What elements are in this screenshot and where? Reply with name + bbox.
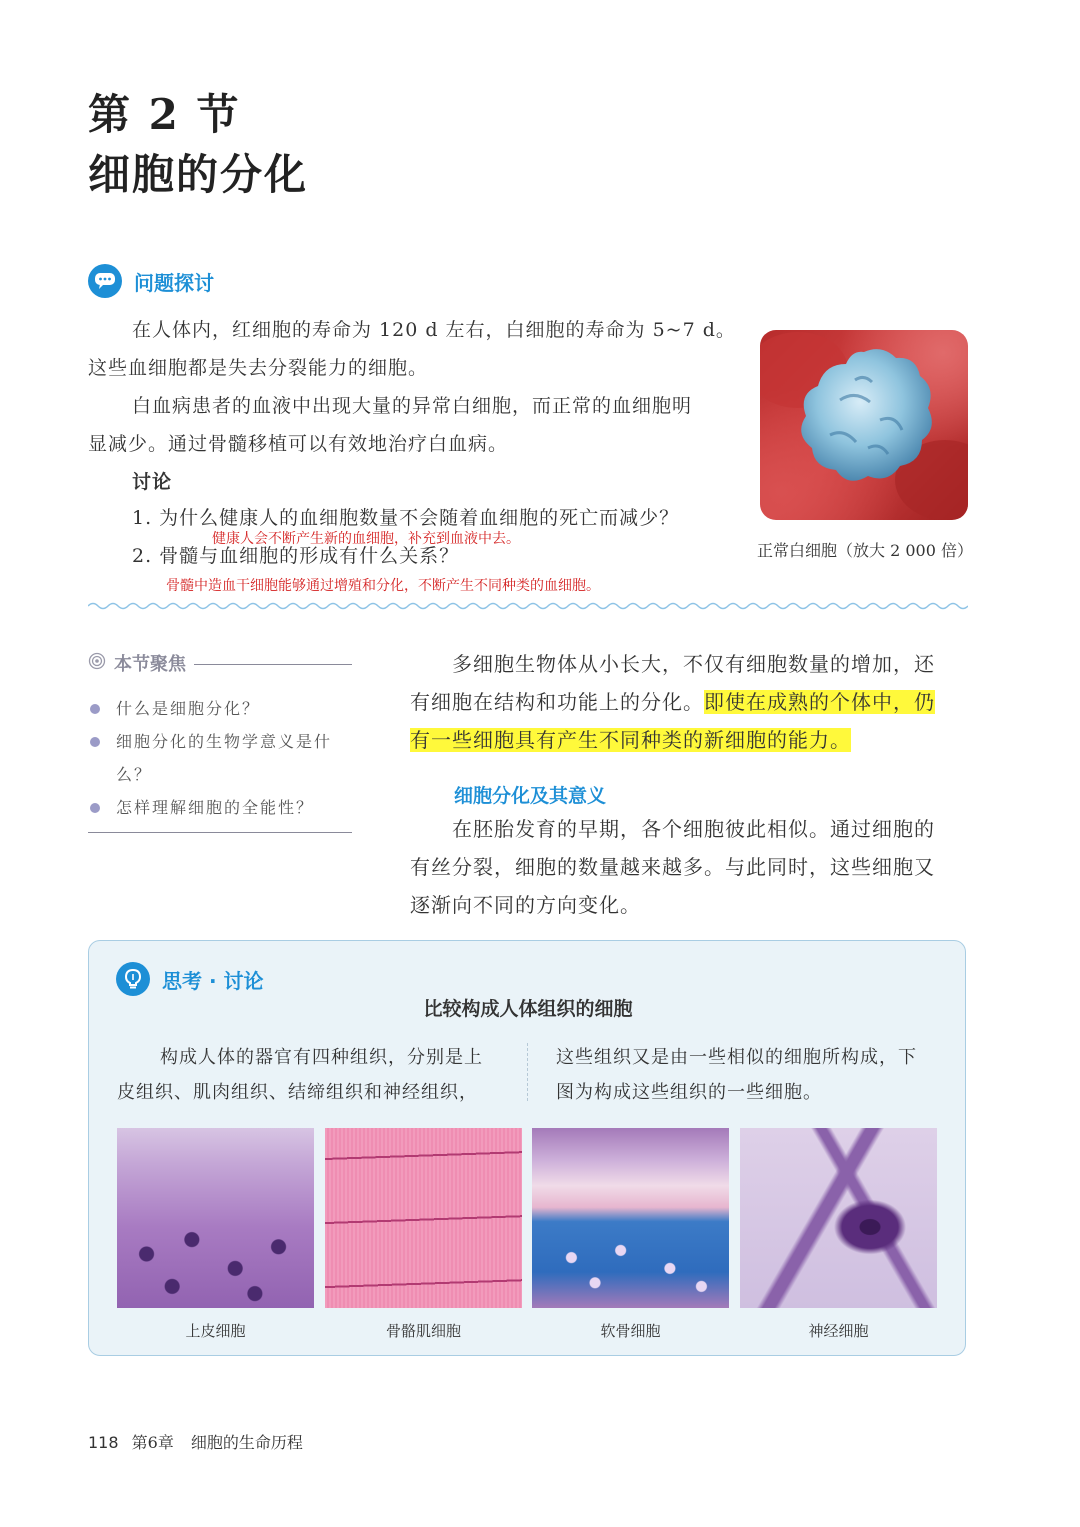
bullet-icon: [90, 704, 100, 714]
highlighted-text: 有一些细胞具有产生不同种类的新细胞的能力。: [410, 728, 851, 752]
question-1: 1. 为什么健康人的血细胞数量不会随着血细胞的死亡而减少？: [132, 507, 680, 529]
column-divider: [527, 1043, 528, 1101]
problem-para2-line1: 白血病患者的血液中出现大量的异常白细胞，而正常的血细胞明: [132, 395, 693, 417]
section-number: 第 2 节: [88, 90, 241, 139]
chapter-title: 细胞的生命历程: [190, 1433, 303, 1452]
section-title: 细胞的分化: [88, 150, 309, 199]
sub-line-3: 逐渐向不同的方向变化。: [410, 893, 641, 917]
intro-line-3: [410, 721, 851, 759]
cartilage-cell-image: [532, 1128, 729, 1308]
problem-para1-line2: 这些血细胞都是失去分裂能力的细胞。: [88, 357, 429, 379]
focus-header: [88, 650, 352, 676]
epithelial-cell-image: [117, 1128, 314, 1308]
answer-1: 健康人会不断产生新的血细胞，补充到血液中去。: [212, 531, 520, 547]
caption-cartilage: 软骨细胞: [600, 1322, 661, 1340]
caption-epithelial: 上皮细胞: [185, 1322, 246, 1340]
sub-line-1: 在胚胎发育的早期，各个细胞彼此相似。通过细胞的: [452, 817, 935, 841]
focus-item: 怎样理解细胞的全能性？: [88, 791, 352, 824]
sub-line-2: 有丝分裂，细胞的数量越来越多。与此同时，这些细胞又: [410, 855, 935, 879]
caption-nerve: 神经细胞: [808, 1322, 869, 1340]
focus-bottom-rule: [88, 832, 352, 833]
bullet-icon: [90, 803, 100, 813]
subheading: 细胞分化及其意义: [454, 785, 607, 807]
think-header: [116, 962, 264, 996]
think-left-line-1: 构成人体的器官有四种组织，分别是上: [160, 1047, 483, 1068]
problem-label: 问题探讨: [134, 270, 214, 295]
page-footer: [88, 1430, 303, 1453]
answer-2: 骨髓中造血干细胞能够通过增殖和分化，不断产生不同种类的血细胞。: [166, 578, 600, 594]
chapter-number: 第6章: [131, 1433, 174, 1452]
intro-line-2: 有细胞在结构和功能上的分化。即使在成熟的个体中，仍: [410, 690, 935, 714]
focus-rule: [194, 664, 352, 665]
skeletal-muscle-cell-image: [325, 1128, 522, 1308]
nerve-cell-image: [740, 1128, 937, 1308]
focus-item: 什么是细胞分化？: [88, 692, 352, 725]
think-right-line-1: 这些组织又是由一些相似的细胞所构成，下: [556, 1047, 917, 1068]
target-icon: [88, 652, 106, 674]
discuss-label: 讨论: [132, 471, 173, 493]
think-subtitle: 比较构成人体组织的细胞: [423, 998, 633, 1020]
bullet-icon: [90, 737, 100, 747]
lightbulb-icon: [116, 962, 150, 996]
page-number: 118: [88, 1433, 119, 1452]
focus-title: 本节聚焦: [114, 654, 186, 675]
question-2: 2. 骨髓与血细胞的形成有什么关系？: [132, 545, 460, 567]
problem-para2-line2: 显减少。通过骨髓移植可以有效地治疗白血病。: [88, 433, 509, 455]
chat-bubble-icon: [88, 264, 122, 298]
focus-box: [88, 650, 352, 833]
think-left-line-2: 皮组织、肌肉组织、结缔组织和神经组织，: [117, 1082, 478, 1103]
photo-caption: 正常白细胞（放大 2 000 倍）: [757, 541, 973, 560]
focus-item: 细胞分化的生物学意义是什么？: [88, 725, 352, 791]
wavy-divider: [88, 600, 968, 612]
problem-header: [88, 264, 214, 298]
highlighted-text: 即使在成熟的个体中，仍: [704, 690, 935, 714]
focus-list: [88, 692, 352, 824]
problem-para1-line1: 在人体内，红细胞的寿命为 120 d 左右，白细胞的寿命为 5~7 d。: [132, 319, 736, 341]
intro-line-1: 多细胞生物体从小长大，不仅有细胞数量的增加，还: [452, 652, 935, 676]
think-right-line-2: 图为构成这些组织的一些细胞。: [556, 1082, 822, 1103]
white-blood-cell-photo: [760, 330, 968, 520]
think-label: 思考 · 讨论: [162, 968, 264, 993]
caption-skeletal-muscle: 骨骼肌细胞: [385, 1322, 461, 1340]
